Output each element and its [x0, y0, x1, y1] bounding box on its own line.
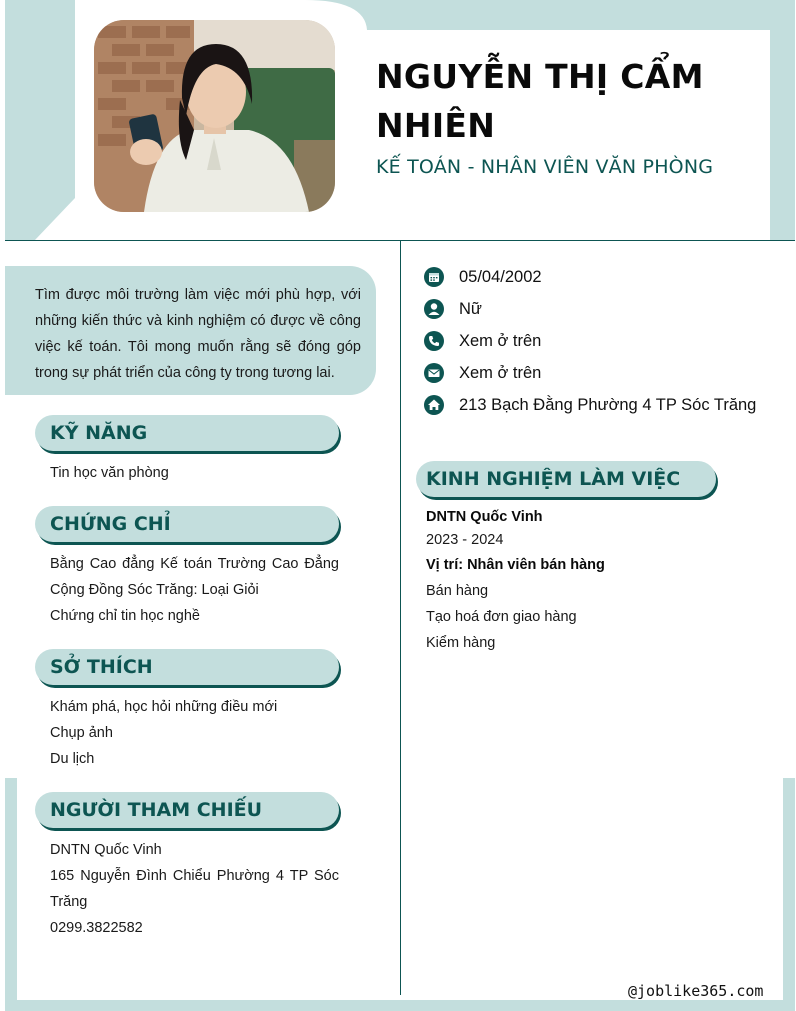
column-divider [400, 241, 401, 995]
hobbies-heading: SỞ THÍCH [35, 649, 339, 685]
home-icon [424, 395, 444, 415]
certificate-item: Chứng chỉ tin học nghề [50, 608, 200, 624]
experience-task: Tạo hoá đơn giao hàng [426, 609, 577, 625]
experience-heading: KINH NGHIỆM LÀM VIỆC [416, 461, 716, 497]
references-heading: NGƯỜI THAM CHIẾU [35, 792, 339, 828]
career-objective: Tìm được môi trường làm việc mới phù hợp, với những kiến thức và kinh nghiệm có được về công việc kế toán. Tôi mong muốn rằng sẽ đóng góp trong sự phát triển của công ty trong tương lai. [5, 266, 376, 395]
hobby-item: Du lịch [50, 751, 95, 767]
name-line-1: NGUYỄN THỊ CẨM [376, 57, 704, 96]
reference-item: 0299.3822582 [50, 920, 143, 936]
experience-period: 2023 - 2024 [426, 532, 504, 548]
job-title: KẾ TOÁN - NHÂN VIÊN VĂN PHÒNG [376, 156, 714, 178]
contact-text: Xem ở trên [459, 363, 542, 382]
experience-task: Kiểm hàng [426, 635, 496, 651]
experience-position: Vị trí: Nhân viên bán hàng [426, 557, 605, 573]
experience-company: DNTN Quốc Vinh [426, 509, 543, 525]
candidate-name [376, 52, 756, 150]
contact-address [424, 393, 756, 417]
hobby-item: Khám phá, học hỏi những điều mới [50, 699, 278, 715]
reference-item: 165 Nguyễn Đình Chiểu Phường 4 TP Sóc Trăng [50, 868, 339, 910]
hobby-item: Chụp ảnh [50, 725, 113, 741]
phone-icon [424, 331, 444, 351]
email-icon [424, 363, 444, 383]
experience-task: Bán hàng [426, 583, 489, 599]
watermark: @joblike365.com [628, 982, 764, 1000]
certificate-item: Bằng Cao đẳng Kế toán Trường Cao Đẳng Cộng Đồng Sóc Trăng: Loại Giỏi [50, 556, 339, 598]
contact-text: Xem ở trên [459, 331, 542, 350]
contact-phone [424, 329, 541, 353]
person-icon [424, 299, 444, 319]
skills-heading: KỸ NĂNG [35, 415, 339, 451]
contact-gender [424, 297, 482, 321]
contact-email [424, 361, 541, 385]
contact-text: 213 Bạch Đằng Phường 4 TP Sóc Trăng [459, 395, 757, 414]
skill-item: Tin học văn phòng [50, 465, 169, 481]
contact-text: Nữ [459, 299, 482, 318]
reference-item: DNTN Quốc Vinh [50, 842, 162, 858]
name-line-2: NHIÊN [376, 106, 496, 145]
contact-text: 05/04/2002 [459, 267, 542, 286]
calendar-icon [424, 267, 444, 287]
profile-photo [94, 20, 335, 212]
contact-birthdate [424, 265, 542, 289]
certificates-heading: CHỨNG CHỈ [35, 506, 339, 542]
